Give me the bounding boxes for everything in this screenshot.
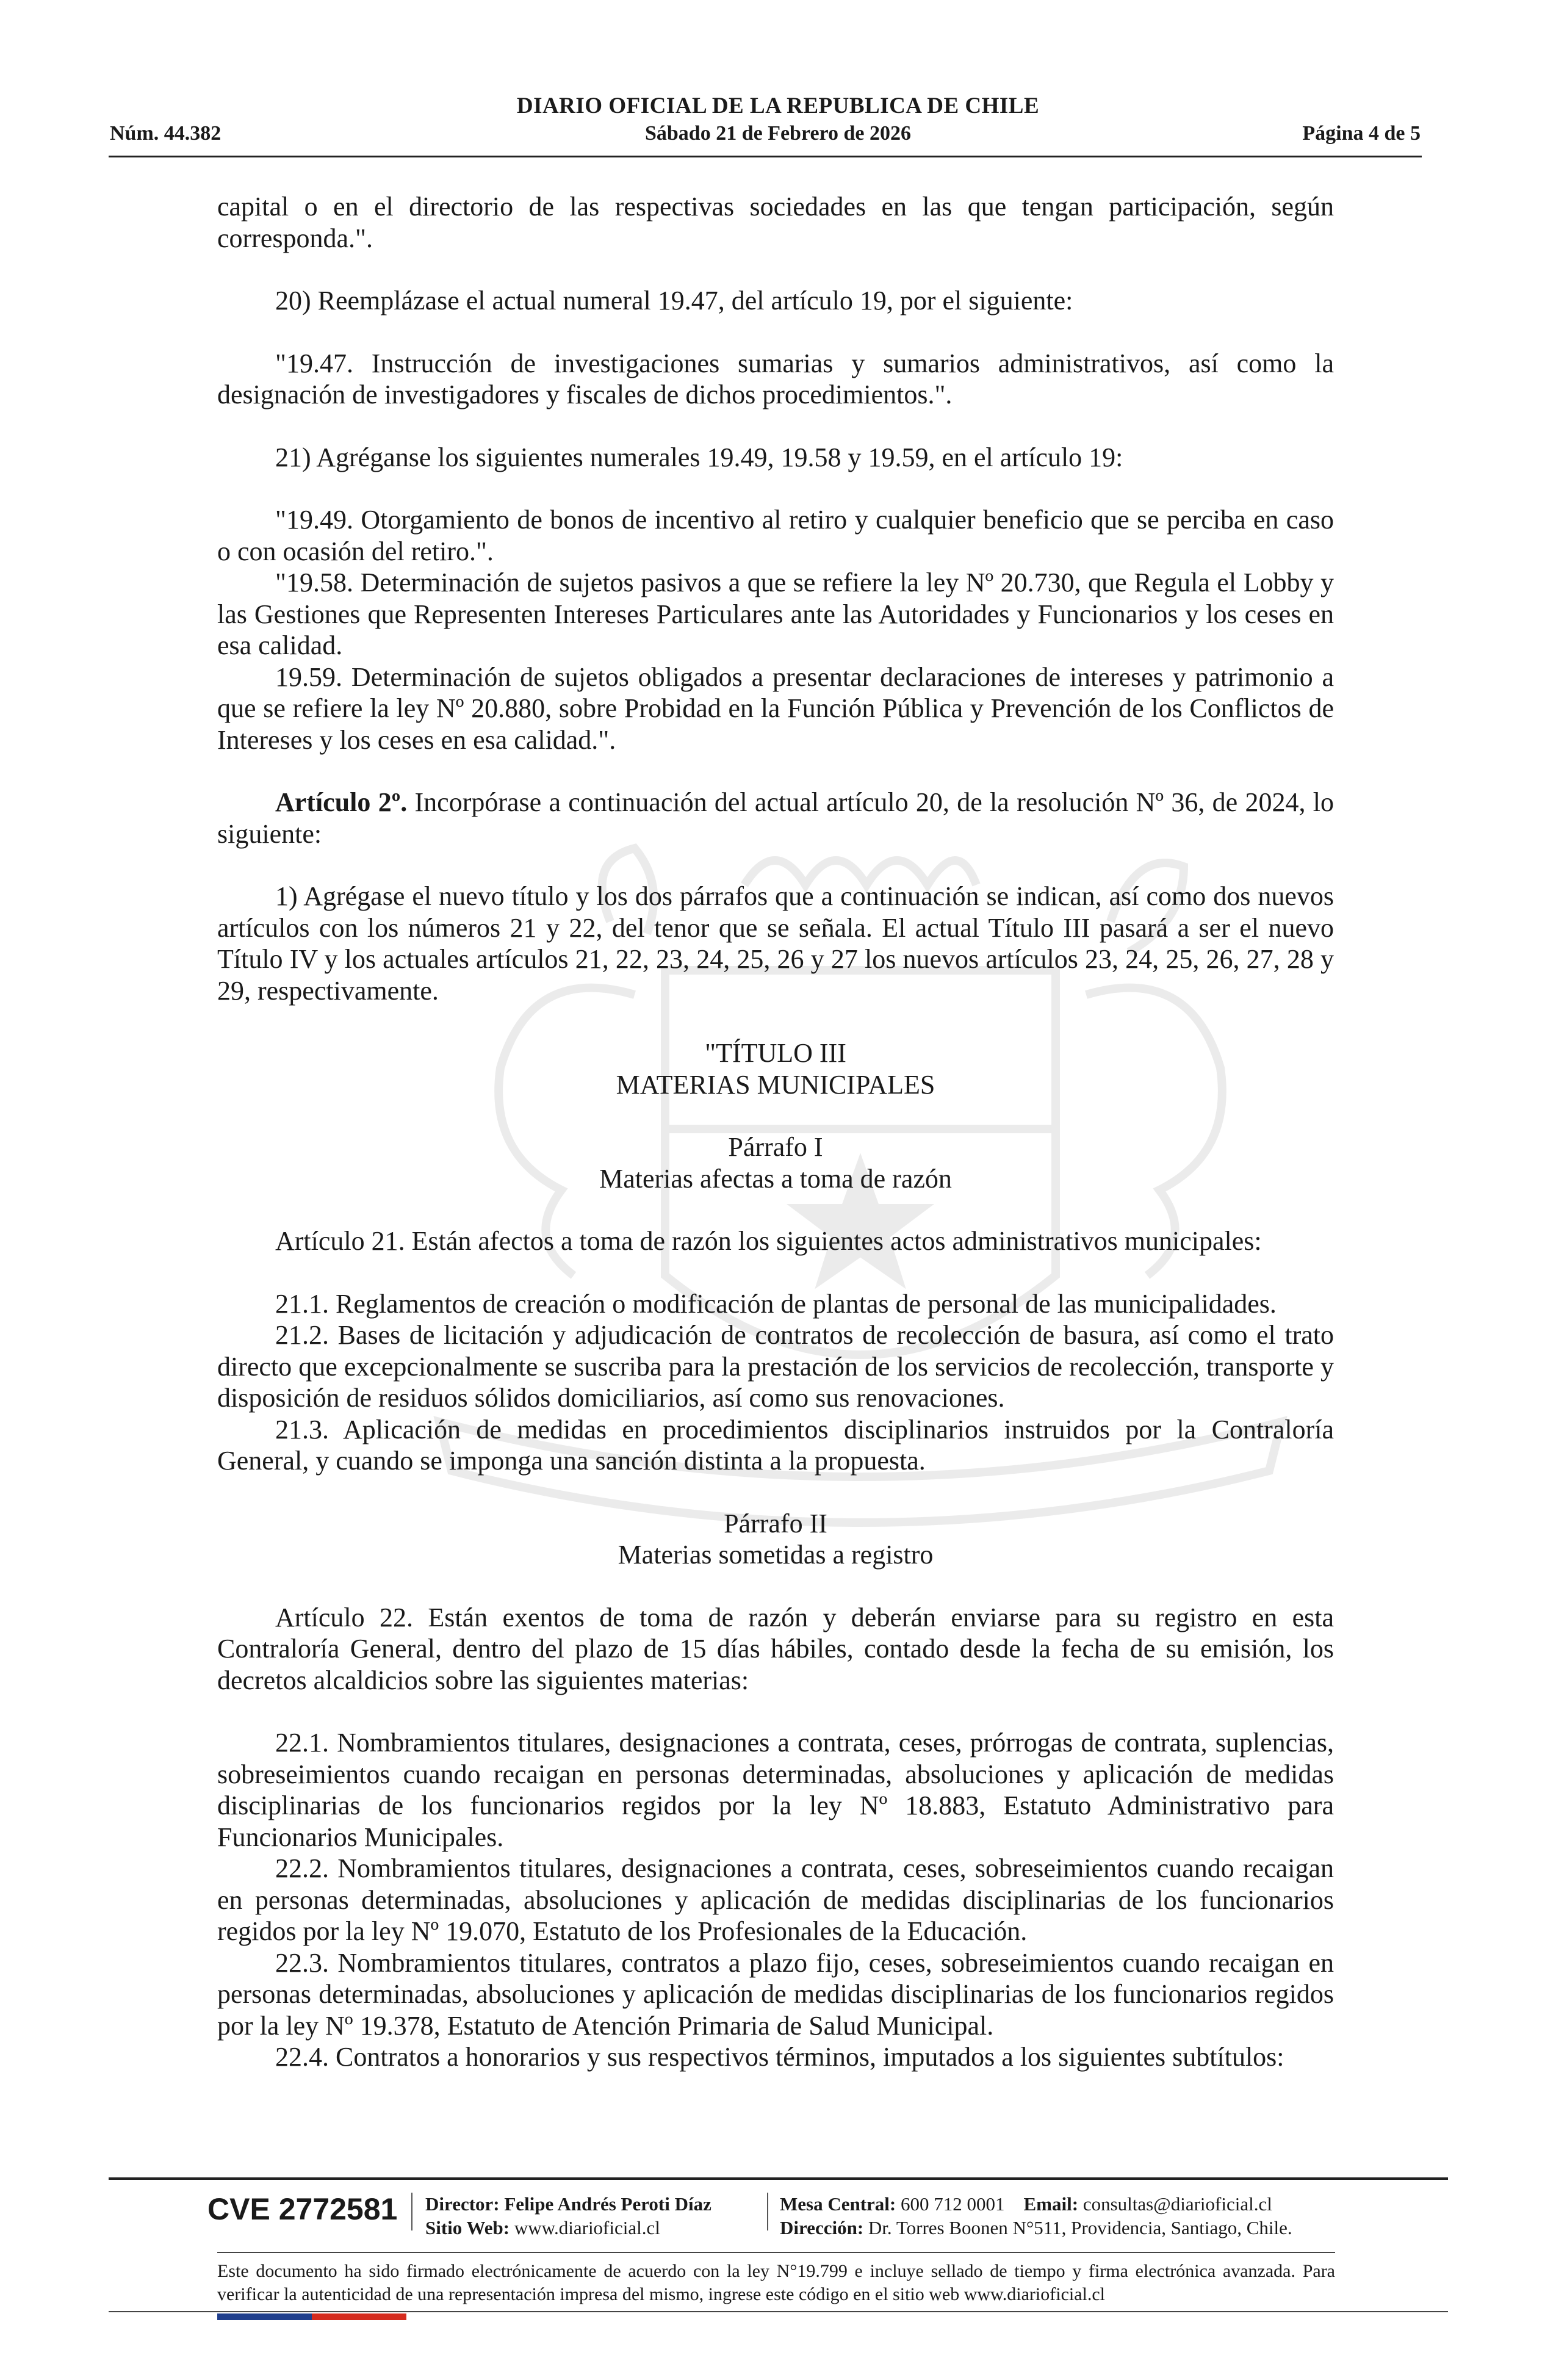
header-rule	[109, 156, 1422, 157]
section-subheading: Materias afectas a toma de razón	[599, 1163, 952, 1194]
contact-line	[780, 2192, 1272, 2216]
page-number: Página 4 de 5	[1302, 122, 1421, 145]
paragraph: 21.3. Aplicación de medidas en procedimientos disciplinarios instruidos por la Contraloría General, y cuando se imponga una sanción distinta a la propuesta.	[217, 1414, 1334, 1476]
article-2-paragraph	[217, 787, 1334, 849]
mesa-phone: 600 712 0001	[901, 2193, 1005, 2215]
paragraph: capital o en el directorio de las respectivas sociedades en las que tengan participación, según corresponda.".	[217, 192, 1334, 253]
footer-rule	[109, 2177, 1448, 2180]
legal-notice: Este documento ha sido firmado electrónicamente de acuerdo con la ley N°19.799 e incluye sellado de tiempo y firma electrónica avanzada. Para verificar la autenticidad de una representación impresa del mismo, ingrese este código en el sitio web www.diarioficial.cl	[217, 2261, 1335, 2304]
title-heading: "TÍTULO III	[705, 1038, 846, 1068]
paragraph: 21.2. Bases de licitación y adjudicación de contratos de recolección de basura, así como el trato directo que excepcionalmente se suscriba para la prestación de los servicios de recolección, transporte y disposición de residuos sólidos domiciliarios, así como sus renovaciones.	[217, 1320, 1334, 1413]
article-2-label: Artículo 2º.	[275, 787, 408, 817]
email-link[interactable]: consultas@diarioficial.cl	[1082, 2193, 1272, 2215]
website-line	[425, 2216, 660, 2240]
paragraph: Artículo 21. Están afectos a toma de razón los siguientes actos administrativos municipales:	[275, 1226, 1262, 1256]
footer-bottom-rule	[109, 2311, 1448, 2312]
cve-code: CVE 2772581	[207, 2192, 398, 2226]
website-link[interactable]: www.diarioficial.cl	[514, 2217, 660, 2238]
issue-date: Sábado 21 de Febrero de 2026	[644, 122, 912, 145]
title-subheading: MATERIAS MUNICIPALES	[616, 1069, 935, 1100]
document-body	[217, 191, 1334, 2073]
issue-number: Núm. 44.382	[110, 122, 222, 145]
paragraph: 1) Agrégase el nuevo título y los dos párrafos que a continuación se indican, así como dos nuevos artículos con los números 21 y 22, del tenor que se señala. El actual Título III pasará a ser el nuevo Título IV y los actuales artículos 21, 22, 23, 24, 25, 26 y 27 los nuevos artículos 23, 24, 25, 26, 27, 28 y 29, respectivamente.	[217, 881, 1334, 1006]
paragraph: 22.3. Nombramientos titulares, contratos a plazo fijo, ceses, sobreseimientos cuando recaigan en personas determinadas, absoluciones y aplicación de medidas disciplinarias de los funcionarios regidos por la ley Nº 19.378, Estatuto de Atención Primaria de Salud Municipal.	[217, 1947, 1334, 2041]
newspaper-title: DIARIO OFICIAL DE LA REPUBLICA DE CHILE	[516, 93, 1040, 118]
flag-stripe-blue	[217, 2313, 312, 2320]
paragraph: 22.2. Nombramientos titulares, designaciones a contrata, ceses, sobreseimientos cuando recaigan en personas determinadas, absoluciones y aplicación de medidas disciplinarias de los funcionarios regidos por la ley Nº 19.070, Estatuto de los Profesionales de la Educación.	[217, 1853, 1334, 1946]
address-line	[780, 2216, 1292, 2240]
section-heading: Párrafo I	[728, 1132, 823, 1162]
footer-divider	[767, 2193, 768, 2230]
address-label: Dirección:	[780, 2217, 864, 2238]
paragraph: 19.59. Determinación de sujetos obligados a presentar declaraciones de intereses y patrimonio a que se refiere la ley Nº 20.880, sobre Probidad en la Función Pública y Prevención de los Conflictos de Intereses y los ceses en esa calidad.".	[217, 662, 1334, 755]
paragraph: 22.1. Nombramientos titulares, designaciones a contrata, ceses, prórrogas de contrata, suplencias, sobreseimientos cuando recaigan en personas determinadas, absoluciones y aplicación de medidas disciplinarias de los funcionarios regidos por la ley Nº 18.883, Estatuto Administrativo para Funcionarios Municipales.	[217, 1728, 1334, 1852]
director-line	[425, 2192, 711, 2216]
address-text: Dr. Torres Boonen N°511, Providencia, Santiago, Chile.	[868, 2217, 1292, 2238]
website-label: Sitio Web:	[425, 2217, 510, 2238]
director-name: Felipe Andrés Peroti Díaz	[504, 2193, 711, 2215]
paragraph: 21) Agréganse los siguientes numerales 19.49, 19.58 y 19.59, en el artículo 19:	[275, 442, 1123, 472]
paragraph: "19.47. Instrucción de investigaciones sumarias y sumarios administrativos, así como la designación de investigadores y fiscales de dichos procedimientos.".	[217, 348, 1334, 409]
paragraph: 21.1. Reglamentos de creación o modificación de plantas de personal de las municipalidades.	[275, 1288, 1277, 1319]
paragraph: 20) Reemplázase el actual numeral 19.47, del artículo 19, por el siguiente:	[275, 286, 1073, 316]
paragraph: "19.49. Otorgamiento de bonos de incentivo al retiro y cualquier beneficio que se perciba en caso o con ocasión del retiro.".	[217, 505, 1334, 566]
section-heading: Párrafo II	[724, 1508, 827, 1538]
director-label: Director:	[425, 2193, 500, 2215]
paragraph: 22.4. Contratos a honorarios y sus respectivos términos, imputados a los siguientes subtítulos:	[275, 2042, 1284, 2072]
mesa-label: Mesa Central:	[780, 2193, 896, 2215]
flag-stripe-red	[312, 2313, 406, 2320]
paragraph: Artículo 22. Están exentos de toma de razón y deberán enviarse para su registro en esta Contraloría General, dentro del plazo de 15 días hábiles, contado desde la fecha de su emisión, los decretos alcaldicios sobre las siguientes materias:	[217, 1602, 1334, 1695]
footer-divider-line	[217, 2252, 1335, 2253]
article-2-text: Incorpórase a continuación del actual artículo 20, de la resolución Nº 36, de 2024, lo siguiente:	[217, 787, 1334, 849]
footer-divider	[411, 2193, 412, 2230]
section-subheading: Materias sometidas a registro	[618, 1540, 934, 1570]
email-label: Email:	[1023, 2193, 1079, 2215]
paragraph: "19.58. Determinación de sujetos pasivos a que se refiere la ley Nº 20.730, que Regula el Lobby y las Gestiones que Representen Intereses Particulares ante las Autoridades y Funcionarios y los ceses en esa calidad.	[217, 568, 1334, 660]
